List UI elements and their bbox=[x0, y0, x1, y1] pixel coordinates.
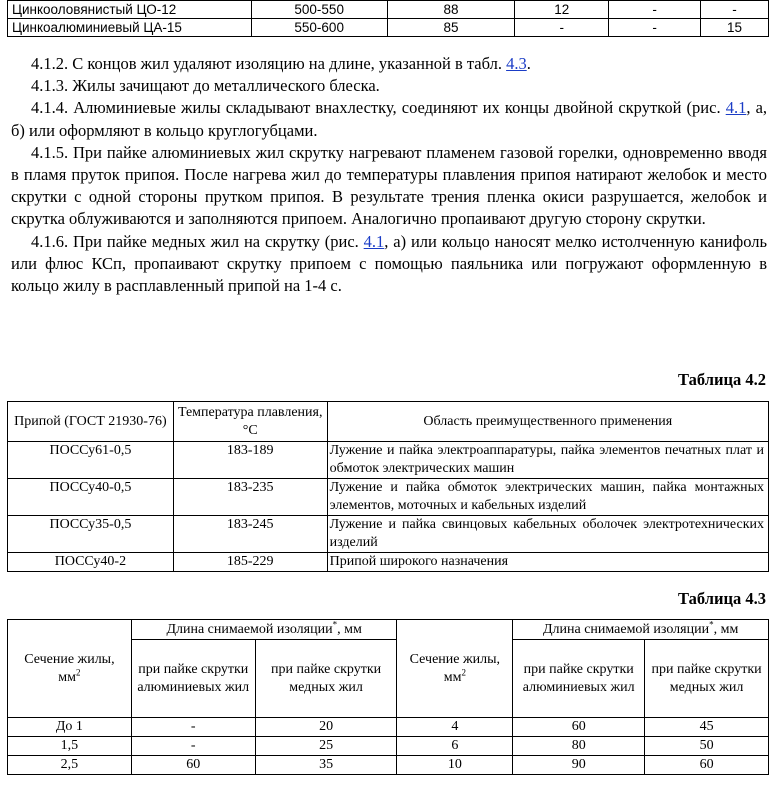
table-row: ПОССу40-0,5 183-235 Лужение и пайка обмоток электрических машин, пайка монтажных элементов, моточных и кабельных изделий bbox=[8, 479, 769, 516]
composition-value: - bbox=[515, 19, 609, 37]
table-row: До 1 - 20 4 60 45 bbox=[8, 718, 769, 737]
table-row: ПОССу35-0,5 183-245 Лужение и пайка свинцовых кабельных оболочек электротехнических изделий bbox=[8, 516, 769, 553]
table-4-3-caption: Таблица 4.3 bbox=[678, 589, 766, 608]
paragraph-4-1-6: 4.1.6. При пайке медных жил на скрутку (рис. 4.1, а) или кольцо наносят мелко истолченную канифоль или флюс КСп, пропаивают скрутку припоем с помощью паяльника или погружают оформленную в кольцо жилу в расплавленный припой на 1-4 с. bbox=[11, 231, 767, 296]
table-4-2-caption: Таблица 4.2 bbox=[678, 370, 766, 389]
composition-value: 85 bbox=[387, 19, 515, 37]
composition-value: - bbox=[701, 1, 769, 19]
composition-value: 88 bbox=[387, 1, 515, 19]
paragraph-4-1-3: 4.1.3. Жилы зачищают до металлического блеска. bbox=[31, 76, 380, 96]
composition-value: 12 bbox=[515, 1, 609, 19]
table-header-row bbox=[8, 620, 769, 640]
length-header: Длина снимаемой изоляции*, мм bbox=[513, 620, 769, 640]
table-link[interactable]: 4.3 bbox=[506, 54, 527, 73]
composition-value: - bbox=[609, 19, 701, 37]
composition-value: 15 bbox=[701, 19, 769, 37]
insulation-length-table bbox=[7, 619, 769, 775]
table-row bbox=[8, 1, 769, 19]
section-header: Сечение жилы, $мм^2$ bbox=[8, 620, 132, 718]
length-header: Длина снимаемой изоляции*, мм bbox=[131, 620, 397, 640]
table-row: 1,5 - 25 6 80 50 bbox=[8, 737, 769, 756]
area-header: Область преимущественного применения bbox=[327, 402, 768, 442]
figure-link[interactable]: 4.1 bbox=[725, 98, 747, 118]
section-header: Сечение жилы, $мм^2$ bbox=[397, 620, 513, 718]
solder-header: Припой (ГОСТ 21930-76) bbox=[8, 402, 174, 442]
paragraph-4-1-4: 4.1.4. Алюминиевые жилы складывают внахлестку, соединяют их концы двойной скруткой (рис. 4.1, а, б) или оформляют в кольцо круглогубцами. bbox=[11, 98, 768, 140]
table-row bbox=[8, 19, 769, 37]
solder-composition-table bbox=[7, 0, 769, 37]
solder-name: Цинкоалюминиевый ЦА-15 bbox=[8, 19, 252, 37]
table-row: ПОССу61-0,5 183-189 Лужение и пайка электроаппаратуры, пайка элементов печатных плат и обмоток электрических машин bbox=[8, 442, 769, 479]
aluminium-header: при пайке скрутки алюминиевых жил bbox=[131, 640, 255, 718]
solder-name: Цинкооловянистый ЦО-12 bbox=[8, 1, 252, 19]
figure-link[interactable]: 4.1 bbox=[363, 231, 385, 251]
table-row: ПОССу40-2 185-229 Припой широкого назначения bbox=[8, 553, 769, 572]
table-row: 2,5 60 35 10 90 60 bbox=[8, 756, 769, 775]
temp-header: Температура плавления, °С bbox=[173, 402, 327, 442]
copper-header: при пайке скрутки медных жил bbox=[255, 640, 397, 718]
paragraph-4-1-2: 4.1.2. С концов жил удаляют изоляцию на длине, указанной в табл. 4.3. bbox=[31, 54, 531, 73]
melting-temp: 550-600 bbox=[251, 19, 387, 37]
solder-application-table bbox=[7, 401, 769, 572]
body-text bbox=[11, 53, 767, 297]
paragraph-4-1-5: 4.1.5. При пайке алюминиевых жил скрутку нагревают пламенем газовой горелки, одновременно вводя в пламя пруток припоя. После нагрева жил до температуры плавления припоя натирают желобок и место скрутки с одной стороны прутком припоя. В результате трения пленка окиси разрушается, желобок и скрутка облуживаются и заполняются припоем. Аналогично пропаивают другую сторону скрутки. bbox=[11, 142, 767, 229]
table-header-row bbox=[8, 402, 769, 442]
copper-header: при пайке скрутки медных жил bbox=[645, 640, 769, 718]
melting-temp: 500-550 bbox=[251, 1, 387, 19]
aluminium-header: при пайке скрутки алюминиевых жил bbox=[513, 640, 645, 718]
composition-value: - bbox=[609, 1, 701, 19]
